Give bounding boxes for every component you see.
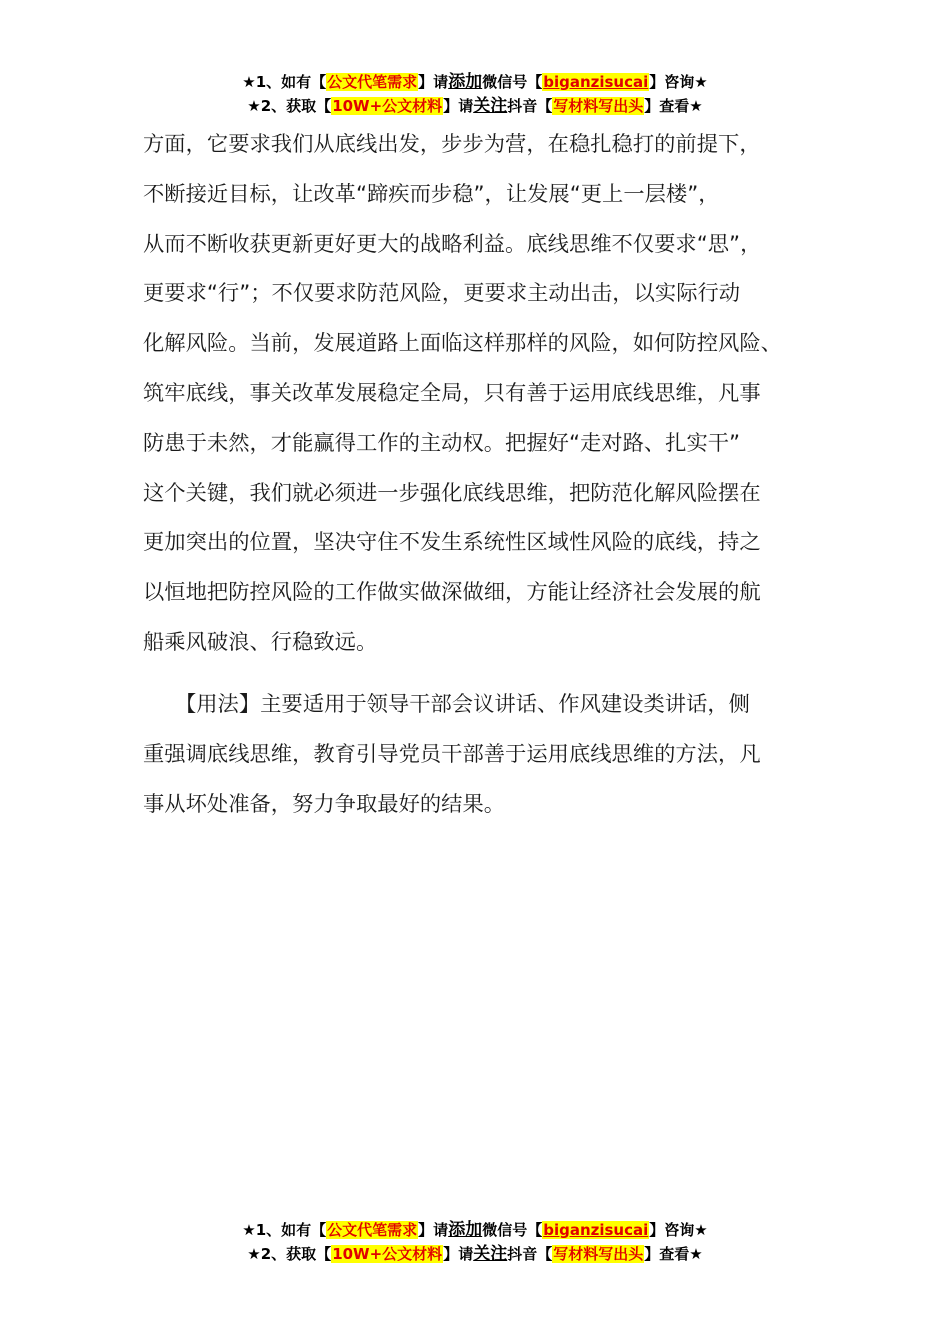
banner-text: 】咨询★ [649, 73, 708, 91]
banner-text: 】请 [443, 1245, 474, 1263]
highlight-materials: 10W+公文材料 [332, 1245, 443, 1263]
header-banner [0, 70, 950, 118]
body-paragraph-1 [143, 120, 813, 668]
text-line: 更要求“行”；不仅要求防范风险，更要求主动出击，以实际行动 [143, 281, 741, 307]
banner-text: 】请 [418, 73, 449, 91]
body-paragraph-usage [143, 680, 813, 829]
wechat-id-link[interactable]: biganzisucai [543, 1221, 649, 1239]
text-line: 不断接近目标，让改革“蹄疾而步稳”，让发展“更上一层楼”， [143, 181, 720, 207]
banner-text: 抖音【 [507, 1245, 553, 1263]
footer-banner [0, 1218, 950, 1266]
banner-text: ★1、如有【 [242, 1221, 327, 1239]
text-line: 重强调底线思维，教育引导党员干部善于运用底线思维的方法，凡 [143, 741, 761, 767]
text-line: 筑牢底线，事关改革发展稳定全局，只有善于运用底线思维，凡事 [143, 380, 761, 406]
banner-text: ★1、如有【 [242, 73, 327, 91]
banner-text: 微信号【 [482, 73, 543, 91]
text-line: 【用法】主要适用于领导干部会议讲话、作风建设类讲话，侧 [143, 692, 750, 717]
banner-text: 】请 [418, 1221, 449, 1239]
banner-text: 】请 [443, 97, 474, 115]
text-line: 事从坏处准备，努力争取最好的结果。 [143, 791, 506, 817]
text-line: 防患于未然，才能赢得工作的主动权。把握好“走对路、扎实干” [143, 430, 741, 456]
banner-text: 微信号【 [482, 1221, 543, 1239]
text-line: 从而不断收获更新更好更大的战略利益。底线思维不仅要求“思”， [143, 231, 762, 257]
emphasis-text: 关注 [473, 96, 508, 116]
highlight-service: 公文代笔需求 [327, 1221, 418, 1239]
highlight-service: 公文代笔需求 [327, 73, 418, 91]
banner-text: 】查看★ [644, 1245, 703, 1263]
highlight-douyin: 写材料写出头 [553, 97, 644, 115]
wechat-id-link[interactable]: biganzisucai [543, 73, 649, 91]
banner-line-1 [0, 1218, 950, 1242]
emphasis-text: 添加 [448, 72, 483, 92]
banner-text: 】查看★ [644, 97, 703, 115]
banner-text: ★2、获取【 [247, 97, 332, 115]
highlight-materials: 10W+公文材料 [332, 97, 443, 115]
banner-line-2 [0, 94, 950, 118]
banner-text: 】咨询★ [649, 1221, 708, 1239]
text-line: 这个关键，我们就必须进一步强化底线思维，把防范化解风险摆在 [143, 480, 761, 506]
text-line: 化解风险。当前，发展道路上面临这样那样的风险，如何防控风险、 [143, 331, 782, 357]
banner-line-2 [0, 1242, 950, 1266]
text-line: 更加突出的位置，坚决守住不发生系统性区域性风险的底线，持之 [143, 530, 761, 556]
emphasis-text: 添加 [448, 1220, 483, 1240]
banner-line-1 [0, 70, 950, 94]
text-line: 船乘风破浪、行稳致远。 [143, 629, 378, 655]
banner-text: ★2、获取【 [247, 1245, 332, 1263]
emphasis-text: 关注 [473, 1244, 508, 1264]
banner-text: 抖音【 [507, 97, 553, 115]
highlight-douyin: 写材料写出头 [553, 1245, 644, 1263]
text-line: 以恒地把防控风险的工作做实做深做细，方能让经济社会发展的航 [143, 580, 761, 606]
text-line: 方面，它要求我们从底线出发，步步为营，在稳扎稳打的前提下， [143, 132, 761, 157]
